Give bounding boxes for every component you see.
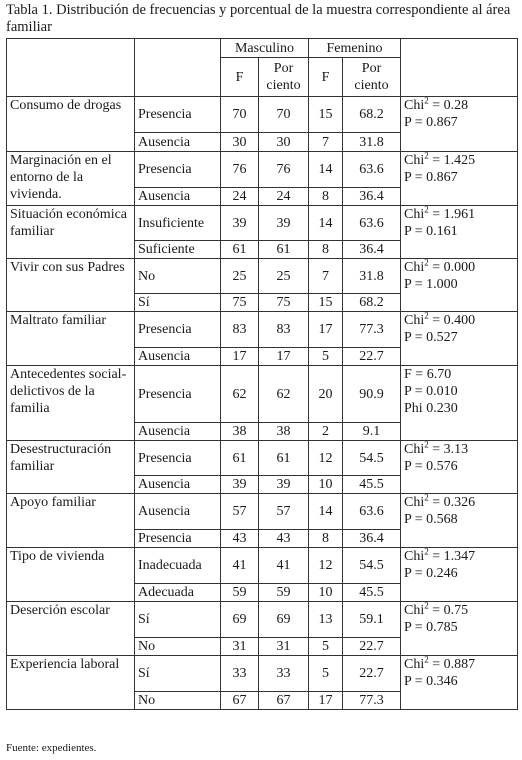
femenino-f: 10 bbox=[309, 476, 343, 494]
masculino-f: 59 bbox=[221, 584, 259, 602]
femenino-porciento: 59.1 bbox=[343, 602, 401, 638]
femenino-f: 14 bbox=[309, 152, 343, 188]
masculino-f: 70 bbox=[221, 97, 259, 133]
femenino-f: 12 bbox=[309, 441, 343, 476]
statistic-cell bbox=[401, 602, 518, 656]
category-label: No bbox=[135, 638, 221, 656]
statistic-line: Chi$^2$ = 0.000 bbox=[404, 258, 476, 275]
category-label: Adecuada bbox=[135, 584, 221, 602]
table-row bbox=[7, 152, 518, 188]
header-f-femenino: F bbox=[309, 58, 343, 97]
header-porciento-masculino: Por ciento bbox=[259, 58, 309, 97]
table-row bbox=[7, 656, 518, 692]
table-row bbox=[7, 97, 518, 133]
header-f-masculino: F bbox=[221, 58, 259, 97]
statistic-cell bbox=[401, 152, 518, 206]
statistic-line: P = 0.785 bbox=[404, 620, 458, 635]
masculino-porciento: 25 bbox=[259, 259, 309, 294]
femenino-porciento: 22.7 bbox=[343, 656, 401, 692]
statistic-line: Chi$^2$ = 0.400 bbox=[404, 311, 476, 328]
category-label: Ausencia bbox=[135, 348, 221, 366]
femenino-porciento: 77.3 bbox=[343, 692, 401, 710]
masculino-f: 62 bbox=[221, 366, 259, 423]
category-label: Presencia bbox=[135, 312, 221, 348]
femenino-f: 10 bbox=[309, 584, 343, 602]
masculino-f: 76 bbox=[221, 152, 259, 188]
masculino-porciento: 24 bbox=[259, 188, 309, 206]
empty-header-cell bbox=[135, 39, 221, 97]
category-label: Suficiente bbox=[135, 241, 221, 259]
masculino-porciento: 31 bbox=[259, 638, 309, 656]
femenino-f: 7 bbox=[309, 133, 343, 152]
masculino-porciento: 67 bbox=[259, 692, 309, 710]
frequency-table bbox=[6, 38, 518, 710]
femenino-porciento: 45.5 bbox=[343, 476, 401, 494]
variable-name: Apoyo familiar bbox=[7, 494, 135, 548]
variable-name: Experiencia laboral bbox=[7, 656, 135, 710]
statistic-cell bbox=[401, 259, 518, 312]
femenino-porciento: 22.7 bbox=[343, 638, 401, 656]
category-label: Presencia bbox=[135, 152, 221, 188]
table-row bbox=[7, 441, 518, 476]
table-title: Tabla 1. Distribución de frecuencias y porcentual de la muestra correspondiente al área familiar bbox=[6, 2, 511, 35]
variable-name: Maltrato familiar bbox=[7, 312, 135, 366]
masculino-porciento: 41 bbox=[259, 548, 309, 584]
femenino-porciento: 31.8 bbox=[343, 133, 401, 152]
statistic-line: Chi$^2$ = 0.75 bbox=[404, 601, 469, 618]
statistic-cell bbox=[401, 366, 518, 441]
masculino-porciento: 39 bbox=[259, 206, 309, 241]
masculino-f: 39 bbox=[221, 206, 259, 241]
category-label: No bbox=[135, 692, 221, 710]
femenino-f: 14 bbox=[309, 494, 343, 530]
statistic-line: P = 0.867 bbox=[404, 170, 458, 185]
femenino-porciento: 54.5 bbox=[343, 548, 401, 584]
masculino-porciento: 61 bbox=[259, 241, 309, 259]
masculino-f: 24 bbox=[221, 188, 259, 206]
femenino-f: 8 bbox=[309, 188, 343, 206]
masculino-f: 38 bbox=[221, 423, 259, 441]
femenino-f: 20 bbox=[309, 366, 343, 423]
variable-name: Consumo de drogas bbox=[7, 97, 135, 152]
femenino-porciento: 36.4 bbox=[343, 188, 401, 206]
masculino-f: 83 bbox=[221, 312, 259, 348]
table-row bbox=[7, 312, 518, 348]
statistic-line: Phi 0.230 bbox=[404, 401, 458, 416]
masculino-f: 39 bbox=[221, 476, 259, 494]
statistic-cell bbox=[401, 441, 518, 494]
masculino-porciento: 61 bbox=[259, 441, 309, 476]
table-row bbox=[7, 366, 518, 423]
variable-name: Antecedentes social-delictivos de la familia bbox=[7, 366, 135, 441]
masculino-porciento: 76 bbox=[259, 152, 309, 188]
masculino-f: 31 bbox=[221, 638, 259, 656]
category-label: Ausencia bbox=[135, 188, 221, 206]
category-label: No bbox=[135, 259, 221, 294]
variable-name: Vivir con sus Padres bbox=[7, 259, 135, 312]
femenino-porciento: 36.4 bbox=[343, 241, 401, 259]
table-row bbox=[7, 548, 518, 584]
statistic-line: Chi$^2$ = 0.887 bbox=[404, 655, 476, 672]
category-label: Ausencia bbox=[135, 423, 221, 441]
masculino-f: 41 bbox=[221, 548, 259, 584]
statistic-line: P = 0.576 bbox=[404, 459, 458, 474]
femenino-f: 5 bbox=[309, 348, 343, 366]
femenino-porciento: 63.6 bbox=[343, 152, 401, 188]
header-femenino: Femenino bbox=[309, 39, 401, 58]
masculino-porciento: 70 bbox=[259, 97, 309, 133]
masculino-f: 67 bbox=[221, 692, 259, 710]
category-label: Inadecuada bbox=[135, 548, 221, 584]
variable-name: Situación económica familiar bbox=[7, 206, 135, 259]
variable-name: Desestructuración familiar bbox=[7, 441, 135, 494]
masculino-f: 75 bbox=[221, 294, 259, 312]
variable-name: Tipo de vivienda bbox=[7, 548, 135, 602]
statistic-cell bbox=[401, 312, 518, 366]
femenino-porciento: 31.8 bbox=[343, 259, 401, 294]
femenino-f: 13 bbox=[309, 602, 343, 638]
masculino-porciento: 39 bbox=[259, 476, 309, 494]
femenino-f: 17 bbox=[309, 312, 343, 348]
masculino-porciento: 59 bbox=[259, 584, 309, 602]
masculino-f: 57 bbox=[221, 494, 259, 530]
masculino-f: 30 bbox=[221, 133, 259, 152]
masculino-porciento: 33 bbox=[259, 656, 309, 692]
category-label: Presencia bbox=[135, 366, 221, 423]
femenino-porciento: 90.9 bbox=[343, 366, 401, 423]
variable-name: Marginación en el entorno de la vivienda. bbox=[7, 152, 135, 206]
empty-header-cell bbox=[7, 39, 135, 97]
statistic-cell bbox=[401, 206, 518, 259]
statistic-line: F = 6.70 bbox=[404, 367, 452, 382]
masculino-f: 61 bbox=[221, 241, 259, 259]
femenino-porciento: 45.5 bbox=[343, 584, 401, 602]
table-row bbox=[7, 206, 518, 241]
femenino-f: 12 bbox=[309, 548, 343, 584]
category-label: Presencia bbox=[135, 441, 221, 476]
masculino-f: 69 bbox=[221, 602, 259, 638]
femenino-porciento: 77.3 bbox=[343, 312, 401, 348]
masculino-f: 33 bbox=[221, 656, 259, 692]
femenino-porciento: 9.1 bbox=[343, 423, 401, 441]
masculino-porciento: 30 bbox=[259, 133, 309, 152]
category-label: Ausencia bbox=[135, 494, 221, 530]
statistic-cell bbox=[401, 97, 518, 152]
femenino-porciento: 54.5 bbox=[343, 441, 401, 476]
empty-header-cell bbox=[401, 39, 518, 97]
masculino-porciento: 38 bbox=[259, 423, 309, 441]
statistic-line: P = 0.346 bbox=[404, 674, 458, 689]
femenino-porciento: 22.7 bbox=[343, 348, 401, 366]
masculino-f: 43 bbox=[221, 530, 259, 548]
table-row bbox=[7, 259, 518, 294]
masculino-f: 61 bbox=[221, 441, 259, 476]
femenino-porciento: 63.6 bbox=[343, 206, 401, 241]
statistic-cell bbox=[401, 656, 518, 710]
masculino-porciento: 17 bbox=[259, 348, 309, 366]
statistic-line: P = 0.161 bbox=[404, 224, 458, 239]
statistic-line: P = 0.568 bbox=[404, 512, 458, 527]
statistic-line: Chi$^2$ = 0.326 bbox=[404, 493, 476, 510]
femenino-f: 5 bbox=[309, 656, 343, 692]
statistic-line: P = 0.246 bbox=[404, 566, 458, 581]
femenino-f: 15 bbox=[309, 294, 343, 312]
masculino-porciento: 57 bbox=[259, 494, 309, 530]
statistic-line: Chi$^2$ = 1.347 bbox=[404, 547, 476, 564]
category-label: Sí bbox=[135, 656, 221, 692]
statistic-line: Chi$^2$ = 1.425 bbox=[404, 151, 476, 168]
statistic-cell bbox=[401, 494, 518, 548]
masculino-porciento: 75 bbox=[259, 294, 309, 312]
statistic-cell bbox=[401, 548, 518, 602]
femenino-porciento: 68.2 bbox=[343, 294, 401, 312]
header-masculino: Masculino bbox=[221, 39, 309, 58]
statistic-line: Chi$^2$ = 3.13 bbox=[404, 440, 469, 457]
femenino-f: 5 bbox=[309, 638, 343, 656]
category-label: Sí bbox=[135, 602, 221, 638]
category-label: Ausencia bbox=[135, 476, 221, 494]
femenino-f: 14 bbox=[309, 206, 343, 241]
category-label: Presencia bbox=[135, 97, 221, 133]
masculino-porciento: 62 bbox=[259, 366, 309, 423]
header-porciento-femenino: Por ciento bbox=[343, 58, 401, 97]
statistic-line: P = 0.867 bbox=[404, 115, 458, 130]
femenino-porciento: 36.4 bbox=[343, 530, 401, 548]
femenino-porciento: 63.6 bbox=[343, 494, 401, 530]
femenino-porciento: 68.2 bbox=[343, 97, 401, 133]
femenino-f: 8 bbox=[309, 530, 343, 548]
femenino-f: 2 bbox=[309, 423, 343, 441]
femenino-f: 15 bbox=[309, 97, 343, 133]
statistic-line: P = 1.000 bbox=[404, 277, 458, 292]
category-label: Insuficiente bbox=[135, 206, 221, 241]
femenino-f: 8 bbox=[309, 241, 343, 259]
femenino-f: 7 bbox=[309, 259, 343, 294]
statistic-line: P = 0.527 bbox=[404, 330, 458, 345]
masculino-f: 17 bbox=[221, 348, 259, 366]
masculino-porciento: 43 bbox=[259, 530, 309, 548]
femenino-f: 17 bbox=[309, 692, 343, 710]
masculino-porciento: 83 bbox=[259, 312, 309, 348]
table-row bbox=[7, 494, 518, 530]
header-row-1 bbox=[7, 39, 518, 58]
statistic-line: Chi$^2$ = 0.28 bbox=[404, 96, 469, 113]
statistic-line: P = 0.010 bbox=[404, 384, 458, 399]
masculino-porciento: 69 bbox=[259, 602, 309, 638]
source-note: Fuente: expedientes. bbox=[6, 742, 97, 754]
category-label: Presencia bbox=[135, 530, 221, 548]
masculino-f: 25 bbox=[221, 259, 259, 294]
variable-name: Deserción escolar bbox=[7, 602, 135, 656]
table-row bbox=[7, 602, 518, 638]
category-label: Ausencia bbox=[135, 133, 221, 152]
category-label: Sí bbox=[135, 294, 221, 312]
statistic-line: Chi$^2$ = 1.961 bbox=[404, 205, 476, 222]
